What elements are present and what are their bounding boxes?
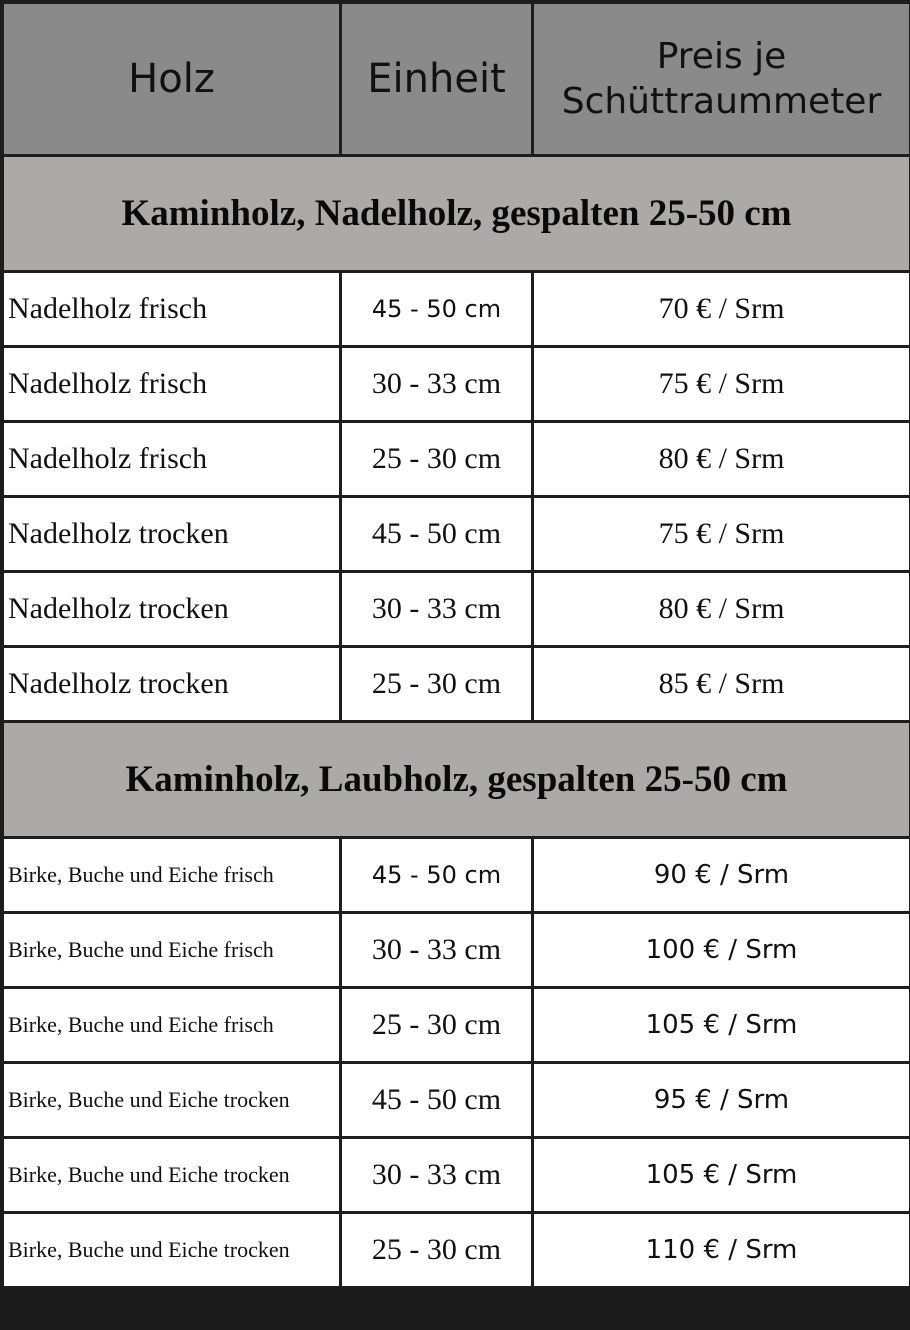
price-value: 80 € / Srm: [533, 422, 910, 497]
price-value: 90 € / Srm: [533, 838, 910, 913]
table-row: [3, 913, 910, 988]
unit-length: 45 - 50 cm: [341, 1063, 533, 1138]
header-preis: [533, 3, 910, 156]
wood-name: Nadelholz trocken: [3, 497, 341, 572]
section-header-laubholz: [3, 722, 910, 838]
table-row: [3, 647, 910, 722]
unit-length: 45 - 50 cm: [341, 838, 533, 913]
header-preis-line2: Schüttraummeter: [534, 79, 909, 124]
unit-length: 30 - 33 cm: [341, 572, 533, 647]
table-row: [3, 1063, 910, 1138]
price-value: 80 € / Srm: [533, 572, 910, 647]
section-header-nadelholz: [3, 156, 910, 272]
unit-length: 30 - 33 cm: [341, 913, 533, 988]
wood-name: Nadelholz frisch: [3, 422, 341, 497]
unit-length: 30 - 33 cm: [341, 1138, 533, 1213]
price-value: 110 € / Srm: [533, 1213, 910, 1288]
table-row: [3, 572, 910, 647]
table-row: [3, 422, 910, 497]
wood-name: Birke, Buche und Eiche trocken: [3, 1138, 341, 1213]
wood-name: Nadelholz trocken: [3, 572, 341, 647]
header-einheit: Einheit: [341, 3, 533, 156]
section-title: Kaminholz, Laubholz, gespalten 25-50 cm: [3, 722, 910, 838]
price-value: 75 € / Srm: [533, 347, 910, 422]
price-value: 85 € / Srm: [533, 647, 910, 722]
header-preis-line1: Preis je: [534, 34, 909, 79]
unit-length: 25 - 30 cm: [341, 422, 533, 497]
price-value: 70 € / Srm: [533, 272, 910, 347]
table-row: [3, 988, 910, 1063]
wood-name: Nadelholz frisch: [3, 272, 341, 347]
wood-name: Birke, Buche und Eiche frisch: [3, 838, 341, 913]
price-value: 100 € / Srm: [533, 913, 910, 988]
table-row: [3, 497, 910, 572]
table-row: [3, 1213, 910, 1288]
price-value: 105 € / Srm: [533, 1138, 910, 1213]
header-holz: Holz: [3, 3, 341, 156]
price-value: 75 € / Srm: [533, 497, 910, 572]
header-row: [3, 3, 910, 156]
price-table: [1, 1, 910, 1289]
unit-length: 25 - 30 cm: [341, 1213, 533, 1288]
unit-length: 25 - 30 cm: [341, 647, 533, 722]
table-row: [3, 838, 910, 913]
unit-length: 25 - 30 cm: [341, 988, 533, 1063]
price-value: 95 € / Srm: [533, 1063, 910, 1138]
table-row: [3, 1138, 910, 1213]
wood-name: Birke, Buche und Eiche trocken: [3, 1063, 341, 1138]
section-title: Kaminholz, Nadelholz, gespalten 25-50 cm: [3, 156, 910, 272]
wood-name: Nadelholz frisch: [3, 347, 341, 422]
unit-length: 30 - 33 cm: [341, 347, 533, 422]
wood-name: Birke, Buche und Eiche frisch: [3, 913, 341, 988]
table-row: [3, 347, 910, 422]
wood-name: Birke, Buche und Eiche trocken: [3, 1213, 341, 1288]
unit-length: 45 - 50 cm: [341, 272, 533, 347]
price-value: 105 € / Srm: [533, 988, 910, 1063]
wood-name: Nadelholz trocken: [3, 647, 341, 722]
table-row: [3, 272, 910, 347]
wood-name: Birke, Buche und Eiche frisch: [3, 988, 341, 1063]
unit-length: 45 - 50 cm: [341, 497, 533, 572]
